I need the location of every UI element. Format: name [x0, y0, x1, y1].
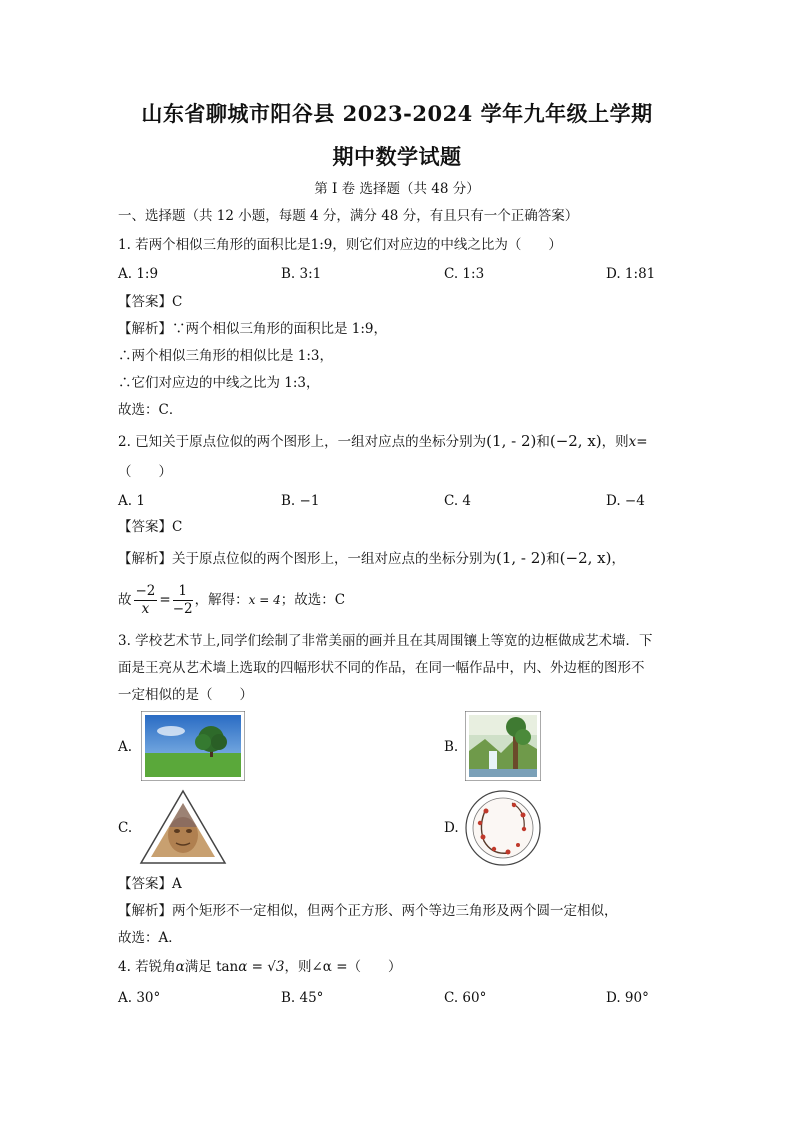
q3-analysis-1: 【解析】两个矩形不一定相似，但两个正方形、两个等边三角形及两个圆一定相似，: [118, 903, 618, 919]
q4-option-d: D. 90°: [606, 990, 649, 1006]
q3-option-d-figure: [464, 789, 542, 867]
q1-answer: 【答案】C: [118, 294, 183, 310]
q1-option-d: D. 1:81: [606, 266, 656, 282]
q2-sol-gu: 故: [118, 592, 132, 608]
q4-stem-d: ，则∠α =（ ）: [284, 959, 402, 975]
q1-option-a: A. 1:9: [118, 266, 159, 282]
q2-point2: (−2, x): [549, 432, 602, 450]
q3-option-b-label: B.: [444, 739, 459, 755]
q1-stem-a: 1. 若两个相似三角形的面积比是: [118, 237, 311, 253]
exam-title-line2: 期中数学试题: [332, 144, 462, 169]
q1-stem: [118, 236, 562, 254]
q4-option-a: A. 30°: [118, 990, 161, 1006]
q2-answer: 【答案】C: [118, 519, 183, 535]
q2-analysis-end: ，: [611, 551, 625, 567]
q3-option-c-figure: [139, 789, 227, 865]
q2-analysis-and: 和: [546, 551, 560, 567]
q2-stem: [118, 432, 648, 451]
q2-bracket: （ ）: [118, 464, 172, 480]
q2-option-c: C. 4: [444, 493, 472, 509]
q1-option-c: C. 1:3: [444, 266, 485, 282]
section-instructions: 一、选择题（共 12 小题，每题 4 分，满分 48 分，有且只有一个正确答案）: [118, 208, 579, 224]
q2-sol-mid: ，解得：: [194, 592, 249, 608]
q2-option-a: A. 1: [118, 493, 145, 509]
q4-option-c: C. 60°: [444, 990, 487, 1006]
q2-and: 和: [536, 434, 550, 450]
q2-var: x: [628, 434, 637, 450]
q2-stem-b: ，则: [601, 434, 629, 450]
q1-analysis-4: 故选：C．: [118, 402, 183, 418]
q3-stem-3: 一定相似的是（ ）: [118, 687, 253, 703]
q3-option-c-label: C.: [118, 820, 133, 836]
q3-analysis-2: 故选：A．: [118, 930, 182, 946]
q2-analysis-a: 【解析】关于原点位似的两个图形上，一组对应点的坐标分别为: [118, 551, 496, 567]
q3-stem-1: 3. 学校艺术节上,同学们绘制了非常美丽的画并且在其周围镶上等宽的边框做成艺术墙．下: [118, 633, 653, 649]
q2-sol-end: ；故选：C: [280, 592, 346, 608]
q1-ratio: 1:9: [310, 237, 333, 253]
q4-stem: [118, 958, 402, 976]
q4-stem-c: α = √3: [238, 959, 285, 975]
q3-answer: 【答案】A: [118, 876, 182, 892]
q2-fraction-2: [173, 583, 193, 618]
q2-analysis-p1: (1, - 2): [496, 549, 547, 567]
q2-sol-x: x = 4: [248, 593, 281, 607]
q2-point1: (1, - 2): [486, 432, 537, 450]
q1-option-b: B. 3:1: [281, 266, 322, 282]
q3-stem-2: 面是王亮从艺术墙上选取的四幅形状不同的作品，在同一幅作品中，内、外边框的图形不: [118, 660, 645, 676]
q2-frac1-den: x: [141, 601, 150, 617]
q2-stem-a: 2. 已知关于原点位似的两个图形上，一组对应点的坐标分别为: [118, 434, 487, 450]
q2-frac1-num: −2: [135, 583, 156, 599]
q2-solution: [118, 580, 345, 620]
q4-alpha: α: [175, 959, 185, 975]
q2-analysis-p2: (−2, x): [559, 549, 612, 567]
q1-analysis-2: ∴两个相似三角形的相似比是 1:3，: [118, 348, 334, 364]
q4-stem-a: 4. 若锐角: [118, 959, 176, 975]
q1-analysis-1: 【解析】∵两个相似三角形的面积比是 1:9，: [118, 321, 388, 337]
q2-eq: =: [636, 434, 648, 450]
q4-stem-b: 满足 tan: [184, 959, 239, 975]
q2-option-d: D. −4: [606, 493, 645, 509]
q2-fraction-1: [134, 583, 158, 618]
q2-frac2-num: 1: [173, 583, 193, 601]
q2-frac-eq: =: [159, 592, 171, 608]
exam-title-line1: 山东省聊城市阳谷县 2023-2024 学年九年级上学期: [141, 101, 653, 126]
volume-heading: 第 I 卷 选择题（共 48 分）: [314, 181, 480, 197]
q2-analysis: [118, 549, 625, 568]
q2-frac2-den: −2: [172, 601, 193, 617]
q3-option-b-figure: [465, 711, 541, 781]
q3-option-d-label: D.: [444, 820, 459, 836]
q2-option-b: B. −1: [281, 493, 320, 509]
q4-option-b: B. 45°: [281, 990, 324, 1006]
q3-option-a-label: A.: [118, 739, 133, 755]
q3-option-a-figure: [141, 711, 245, 781]
q1-analysis-3: ∴它们对应边的中线之比为 1:3，: [118, 375, 320, 391]
q1-stem-b: ，则它们对应边的中线之比为（ ）: [332, 237, 562, 253]
